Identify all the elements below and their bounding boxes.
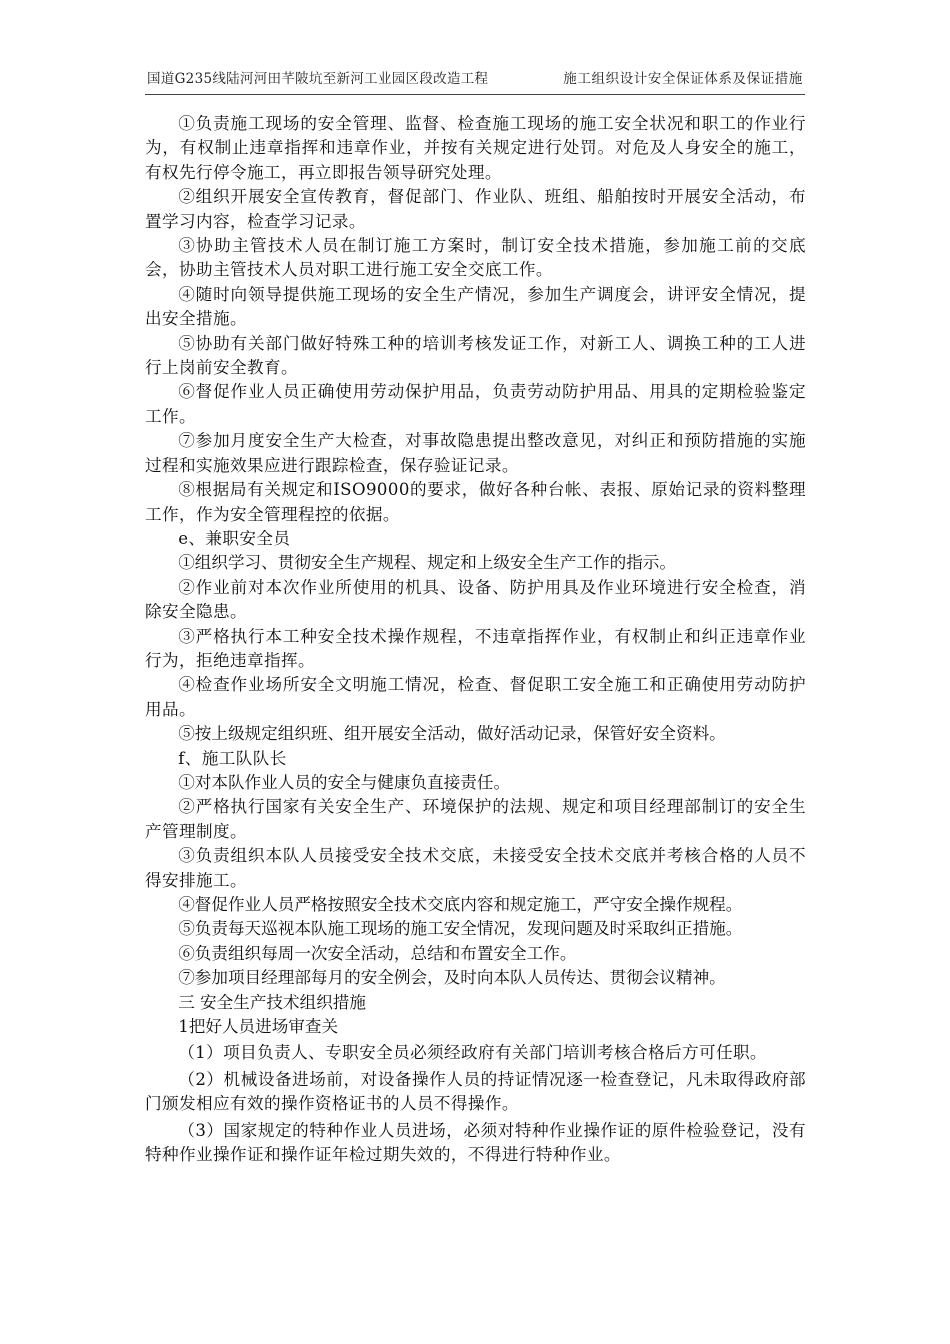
team-leader-item-5: ⑤负责每天巡视本队施工现场的施工安全情况，发现问题及时采取纠正措施。 — [178, 919, 743, 939]
team-leader-item-7: ⑦参加项目经理部每月的安全例会，及时向本队人员传达、贯彻会议精神。 — [178, 968, 726, 988]
section-heading-e: e、兼职安全员 — [178, 528, 291, 548]
duty-item-1: ①负责施工现场的安全管理、监督、检查施工现场的施工安全状况和职工的作业行为，有权制止违章指挥和违章作业，并按有关规定进行处罚。对危及人身安全的施工，有权先行停令施工，再立即报告领导研究处理。 — [145, 114, 806, 182]
duty-item-7: ⑦参加月度安全生产大检查，对事故隐患提出整改意见，对纠正和预防措施的实施过程和实施效果应进行跟踪检查，保存验证记录。 — [145, 431, 806, 475]
team-leader-item-4: ④督促作业人员严格按照安全技术交底内容和规定施工，严守安全操作规程。 — [178, 895, 743, 914]
team-leader-item-1: ①对本队作业人员的安全与健康负直接责任。 — [178, 772, 511, 792]
measure-item-1: （1）项目负责人、专职安全员必须经政府有关部门培训考核合格后方可任职。 — [178, 1043, 767, 1063]
measure-item-2: （2）机械设备进场前，对设备操作人员的持证情况逐一检查登记，凡未取得政府部门颁发相应有效的操作资格证书的人员不得操作。 — [145, 1069, 806, 1114]
team-leader-item-3: ③负责组织本队人员接受安全技术交底，未接受安全技术交底并考核合格的人员不得安排施工。 — [145, 846, 806, 890]
duty-item-6: ⑥督促作业人员正确使用劳动保护用品，负责劳动防护用品、用具的定期检验鉴定工作。 — [145, 382, 806, 426]
safety-officer-item-4: ④检查作业场所安全文明施工情况，检查、督促职工安全施工和正确使用劳动防护用品。 — [145, 675, 806, 719]
section-heading-f: f、施工队队长 — [178, 748, 287, 768]
header-divider — [145, 94, 805, 95]
duty-item-8: ⑧根据局有关规定和ISO9000的要求，做好各种台帐、表报、原始记录的资料整理工作，作为安全管理程控的依据。 — [145, 480, 806, 524]
measure-item-3: （3）国家规定的特种作业人员进场，必须对特种作业操作证的原件检验登记，没有特种作业操作证和操作证年检过期失效的，不得进行特种作业。 — [145, 1120, 806, 1165]
duty-item-3: ③协助主管技术人员在制订施工方案时，制订安全技术措施，参加施工前的交底会，协助主管技术人员对职工进行施工安全交底工作。 — [145, 236, 806, 280]
header-project-title: 国道G235线陆河河田芊陂坑至新河工业园区段改造工程 — [147, 71, 489, 87]
duty-item-2: ②组织开展安全宣传教育，督促部门、作业队、班组、船舶按时开展安全活动，布置学习内容，检查学习记录。 — [145, 187, 806, 231]
safety-officer-item-1: ①组织学习、贯彻安全生产规程、规定和上级安全生产工作的指示。 — [178, 553, 676, 573]
section-heading-3: 三 安全生产技术组织措施 — [178, 992, 366, 1012]
duty-item-4: ④随时向领导提供施工现场的安全生产情况，参加生产调度会，讲评安全情况，提出安全措施。 — [145, 284, 806, 329]
header-section-title: 施工组织设计安全保证体系及保证措施 — [563, 71, 803, 87]
document-body — [145, 112, 806, 1167]
duty-item-5: ⑤协助有关部门做好特殊工种的培训考核发证工作，对新工人、调换工种的工人进行上岗前安全教育。 — [145, 333, 806, 378]
safety-officer-item-2: ②作业前对本次作业所使用的机具、设备、防护用具及作业环境进行安全检查，消除安全隐患。 — [145, 577, 806, 622]
safety-officer-item-3: ③严格执行本工种安全技术操作规程，不违章指挥作业，有权制止和纠正违章作业行为，拒绝违章指挥。 — [145, 626, 806, 670]
page-header — [145, 70, 805, 92]
safety-officer-item-5: ⑤按上级规定组织班、组开展安全活动，做好活动记录，保管好安全资料。 — [178, 724, 726, 744]
team-leader-item-2: ②严格执行国家有关安全生产、环境保护的法规、规定和项目经理部制订的安全生产管理制度。 — [145, 797, 806, 841]
team-leader-item-6: ⑥负责组织每周一次安全活动，总结和布置安全工作。 — [178, 943, 577, 963]
subsection-heading-1: 1把好人员进场审查关 — [178, 1017, 339, 1037]
